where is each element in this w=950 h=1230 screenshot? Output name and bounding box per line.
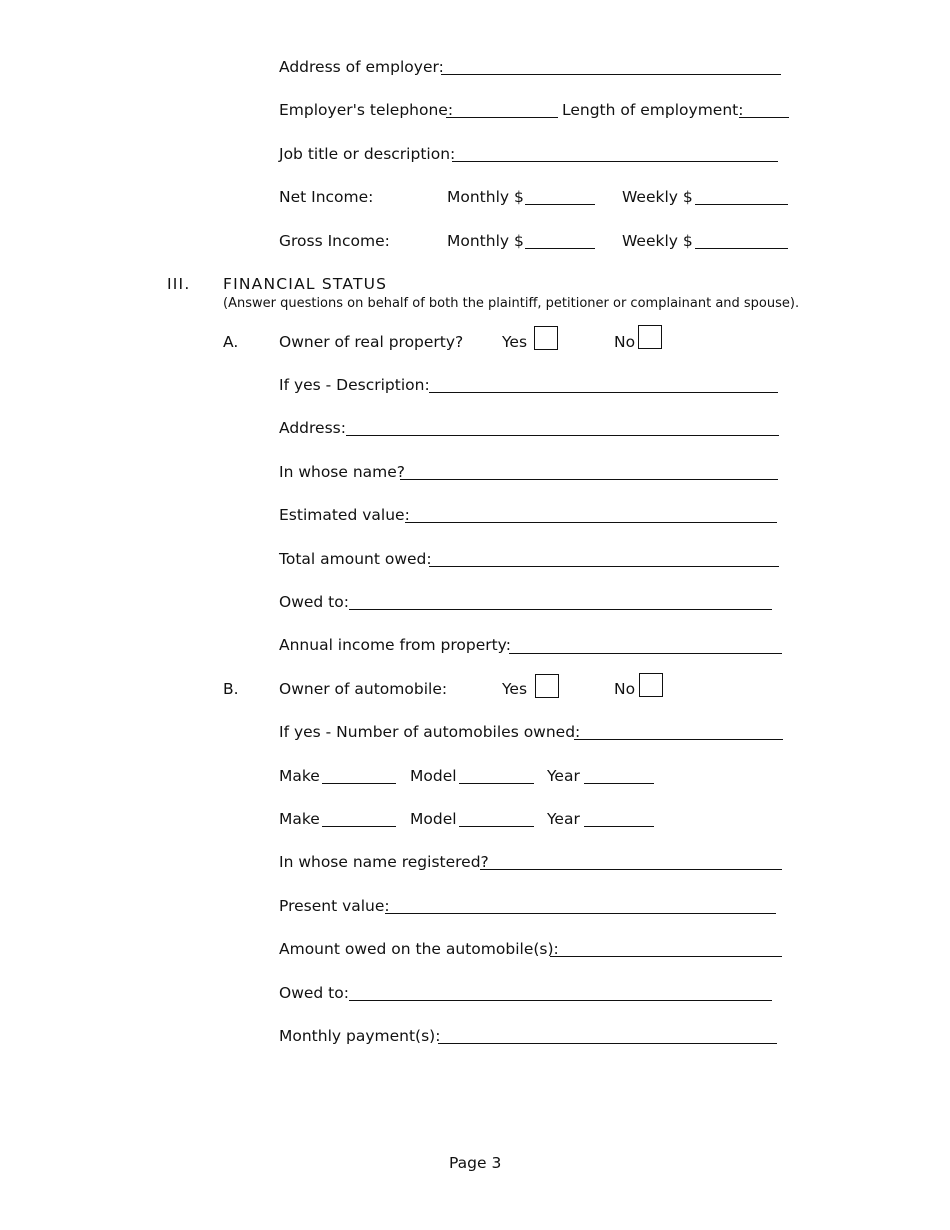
automobile-make-field-2[interactable] (322, 826, 396, 827)
property-whose-name-label: In whose name? (279, 463, 406, 481)
automobile-no-checkbox[interactable] (639, 673, 663, 697)
employment-length-label: Length of employment: (562, 101, 744, 119)
automobile-registered-label: In whose name registered? (279, 853, 489, 871)
automobile-present-value-label: Present value: (279, 897, 390, 915)
automobile-number-owned-field[interactable] (574, 739, 783, 740)
net-income-label: Net Income: (279, 188, 374, 206)
property-owed-to-label: Owed to: (279, 593, 349, 611)
job-title-label: Job title or description: (279, 145, 456, 163)
real-property-no-checkbox[interactable] (638, 325, 662, 349)
gross-income-weekly-label: Weekly $ (622, 232, 693, 250)
net-income-monthly-label: Monthly $ (447, 188, 524, 206)
gross-income-monthly-label: Monthly $ (447, 232, 524, 250)
page-number: Page 3 (449, 1154, 502, 1172)
property-estimated-value-field[interactable] (405, 522, 777, 523)
property-description-field[interactable] (429, 392, 778, 393)
property-annual-income-label: Annual income from property: (279, 636, 511, 654)
automobile-make-field-1[interactable] (322, 783, 396, 784)
automobile-monthly-payment-field[interactable] (438, 1043, 777, 1044)
employer-telephone-label: Employer's telephone: (279, 101, 454, 119)
section-title: FINANCIAL STATUS (223, 275, 388, 293)
automobile-yes-label: Yes (502, 680, 528, 698)
section-instruction: (Answer questions on behalf of both the plaintiff, petitioner or complainant and spouse). (223, 296, 800, 311)
real-property-no-label: No (614, 333, 636, 351)
gross-income-weekly-field[interactable] (695, 248, 788, 249)
property-owed-to-field[interactable] (349, 609, 772, 610)
property-annual-income-field[interactable] (509, 653, 782, 654)
job-title-field[interactable] (452, 161, 778, 162)
automobile-number-owned-label: If yes - Number of automobiles owned: (279, 723, 581, 741)
property-total-owed-field[interactable] (429, 566, 779, 567)
employer-address-field[interactable] (441, 74, 781, 75)
net-income-weekly-field[interactable] (695, 204, 788, 205)
net-income-monthly-field[interactable] (525, 204, 595, 205)
automobile-no-label: No (614, 680, 636, 698)
property-address-field[interactable] (346, 435, 779, 436)
automobile-amount-owed-field[interactable] (550, 956, 782, 957)
automobile-make-label-1: Make (279, 767, 320, 785)
automobile-amount-owed-label: Amount owed on the automobile(s): (279, 940, 559, 958)
automobile-year-label-2: Year (547, 810, 580, 828)
property-estimated-value-label: Estimated value: (279, 506, 410, 524)
employer-address-label: Address of employer: (279, 58, 444, 76)
automobile-yes-checkbox[interactable] (535, 674, 559, 698)
automobile-make-label-2: Make (279, 810, 320, 828)
automobile-year-field-1[interactable] (584, 783, 654, 784)
gross-income-monthly-field[interactable] (525, 248, 595, 249)
real-property-yes-checkbox[interactable] (534, 326, 558, 350)
property-description-label: If yes - Description: (279, 376, 430, 394)
property-total-owed-label: Total amount owed: (279, 550, 432, 568)
net-income-weekly-label: Weekly $ (622, 188, 693, 206)
automobile-monthly-payment-label: Monthly payment(s): (279, 1027, 441, 1045)
automobile-year-field-2[interactable] (584, 826, 654, 827)
automobile-owed-to-field[interactable] (349, 1000, 772, 1001)
section-number: III. (167, 275, 191, 293)
automobile-letter: B. (223, 680, 239, 698)
property-whose-name-field[interactable] (400, 479, 778, 480)
automobile-question: Owner of automobile: (279, 680, 448, 698)
employer-telephone-field[interactable] (446, 117, 558, 118)
gross-income-label: Gross Income: (279, 232, 390, 250)
automobile-present-value-field[interactable] (385, 913, 776, 914)
automobile-owed-to-label: Owed to: (279, 984, 349, 1002)
automobile-model-field-2[interactable] (459, 826, 534, 827)
automobile-model-label-1: Model (410, 767, 457, 785)
automobile-year-label-1: Year (547, 767, 580, 785)
employment-length-field[interactable] (739, 117, 789, 118)
automobile-model-label-2: Model (410, 810, 457, 828)
automobile-registered-field[interactable] (480, 869, 782, 870)
real-property-question: Owner of real property? (279, 333, 464, 351)
automobile-model-field-1[interactable] (459, 783, 534, 784)
property-address-label: Address: (279, 419, 346, 437)
real-property-yes-label: Yes (502, 333, 528, 351)
real-property-letter: A. (223, 333, 239, 351)
